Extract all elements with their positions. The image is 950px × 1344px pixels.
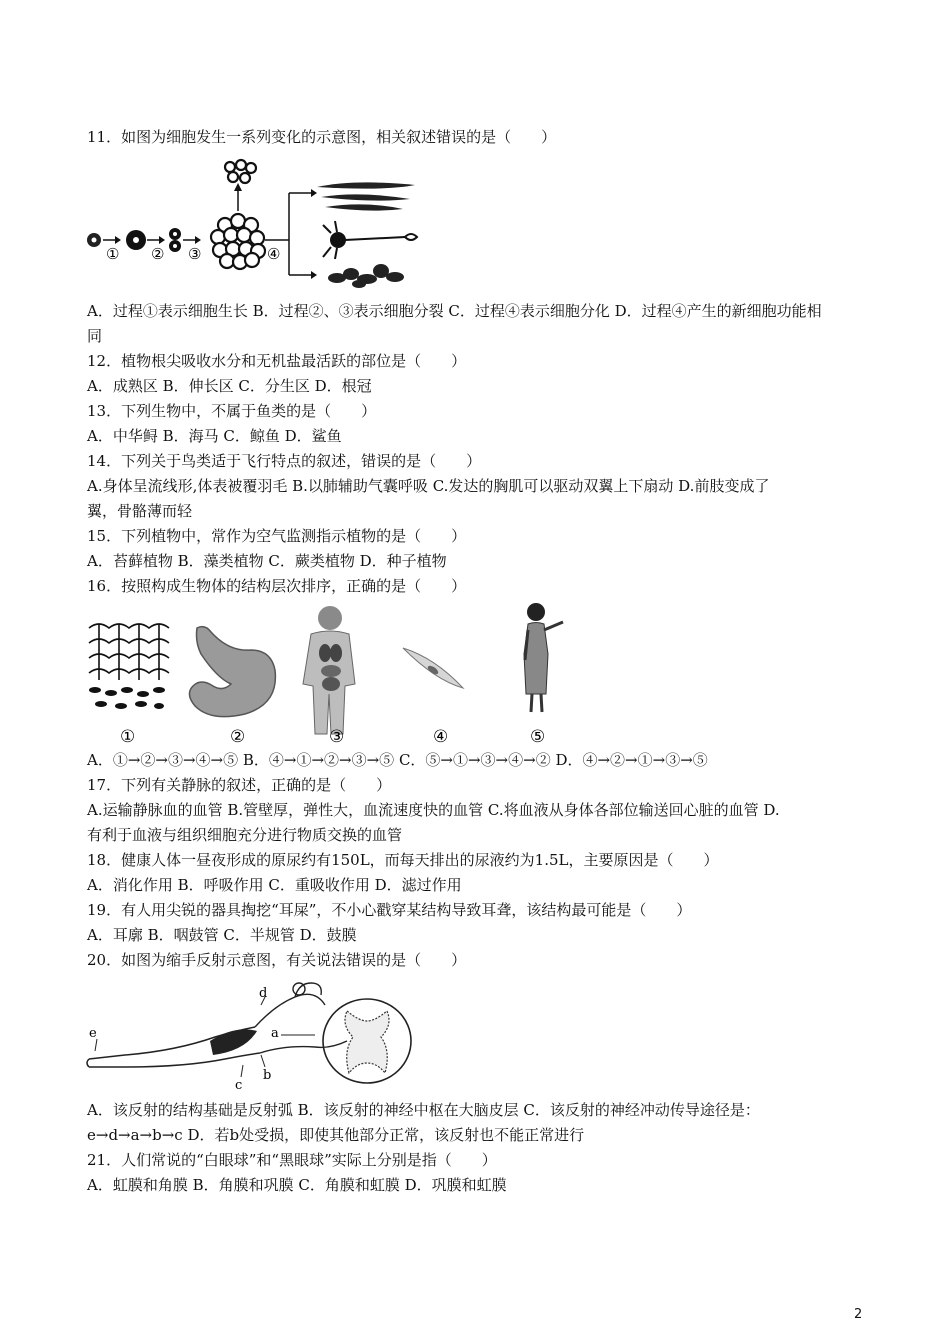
question-14-stem: 14．下列关于鸟类适于飞行特点的叙述，错误的是（ ） [87, 452, 482, 470]
cell-change-diagram [85, 155, 425, 290]
reflex-arc-diagram [85, 975, 425, 1095]
question-14-options-line-2: 翼，骨骼薄而轻 [87, 502, 193, 520]
cell-cluster [211, 214, 265, 269]
question-15-stem: 15．下列植物中，常作为空气监测指示植物的是（ ） [87, 527, 467, 545]
tissue-cells [328, 264, 404, 288]
stomach-image [189, 627, 275, 717]
question-11-stem: 11．如图为细胞发生一系列变化的示意图，相关叙述错误的是（ ） [87, 128, 557, 146]
girl-image [524, 603, 563, 712]
label-e: e [89, 1026, 97, 1041]
process-label-2: ② [151, 245, 165, 263]
question-11-options-line-2: 同 [87, 327, 103, 345]
question-18-stem: 18．健康人体一昼夜形成的原尿约有150L，而每天排出的尿液约为1.5L，主要原因是（ ） [87, 851, 719, 869]
question-20-options-line-1: A．该反射的结构基础是反射弧 B．该反射的神经中枢在大脑皮层 C．该反射的神经冲动传导途径是： [87, 1101, 760, 1119]
process-label-4: ④ [267, 245, 281, 263]
label-a: a [271, 1026, 279, 1041]
question-13-options: A．中华鲟 B．海马 C．鲸鱼 D．鲨鱼 [87, 427, 342, 445]
process-label-1: ① [106, 245, 120, 263]
question-20-options-line-2: e→d→a→b→c D．若b处受损，即使其他部分正常，该反射也不能正常进行 [87, 1126, 585, 1144]
human-body-image [303, 606, 355, 734]
question-17-stem: 17．下列有关静脉的叙述，正确的是（ ） [87, 776, 392, 794]
question-16-options: A．①→②→③→④→⑤ B．④→①→②→③→⑤ C．⑤→①→③→④→② D．④→②→①→③→⑤ [87, 751, 708, 769]
muscle-cells [317, 182, 415, 210]
muscle [210, 1029, 257, 1055]
muscle-cell-image [403, 648, 463, 688]
figure-label-2: ② [230, 727, 246, 746]
question-18-options: A．消化作用 B．呼吸作用 C．重吸收作用 D．滤过作用 [87, 876, 462, 894]
tissue-image [87, 620, 169, 712]
question-12-options: A．成熟区 B．伸长区 C．分生区 D．根冠 [87, 377, 372, 395]
figure-label-3: ③ [329, 727, 345, 746]
figure-label-1: ① [120, 727, 136, 746]
question-15-options: A．苔藓植物 B．藻类植物 C．蕨类植物 D．种子植物 [87, 552, 447, 570]
small-cell-cluster [225, 160, 256, 183]
question-20-stem: 20．如图为缩手反射示意图，有关说法错误的是（ ） [87, 951, 467, 969]
question-17-options-line-2: 有利于血液与组织细胞充分进行物质交换的血管 [87, 826, 403, 844]
question-19-stem: 19．有人用尖锐的器具掏挖“耳屎”，不小心戳穿某结构导致耳聋，该结构最可能是（ ） [87, 901, 692, 919]
label-d: d [259, 986, 268, 1001]
process-label-3: ③ [188, 245, 202, 263]
figure-label-4: ④ [433, 727, 449, 746]
question-17-options-line-1: A.运输静脉血的血管 B.管壁厚，弹性大，血流速度快的血管 C.将血液从身体各部位输送回心脏的血管 D. [87, 801, 780, 819]
question-12-stem: 12．植物根尖吸收水分和无机盐最活跃的部位是（ ） [87, 352, 467, 370]
figure-label-5: ⑤ [530, 727, 546, 746]
question-14-options-line-1: A.身体呈流线形,体表被覆羽毛 B.以肺辅助气囊呼吸 C.发达的胸肌可以驱动双翼上下扇动 D.前肢变成了 [87, 477, 770, 495]
structure-levels-figure [85, 598, 575, 746]
question-11-options-line-1: A．过程①表示细胞生长 B．过程②、③表示细胞分裂 C．过程④表示细胞分化 D．过程④产生的新细胞功能相 [87, 302, 822, 320]
question-21-options: A．虹膜和角膜 B．角膜和巩膜 C．角膜和虹膜 D．巩膜和虹膜 [87, 1176, 507, 1194]
label-c: c [235, 1078, 243, 1093]
page-number: 2 [854, 1307, 863, 1322]
question-16-stem: 16．按照构成生物体的结构层次排序，正确的是（ ） [87, 577, 467, 595]
question-13-stem: 13．下列生物中，不属于鱼类的是（ ） [87, 402, 377, 420]
neuron-cell [323, 221, 417, 259]
question-21-stem: 21．人们常说的“白眼球”和“黑眼球”实际上分别是指（ ） [87, 1151, 497, 1169]
question-19-options: A．耳廓 B．咽鼓管 C．半规管 D．鼓膜 [87, 926, 357, 944]
label-b: b [263, 1068, 272, 1083]
